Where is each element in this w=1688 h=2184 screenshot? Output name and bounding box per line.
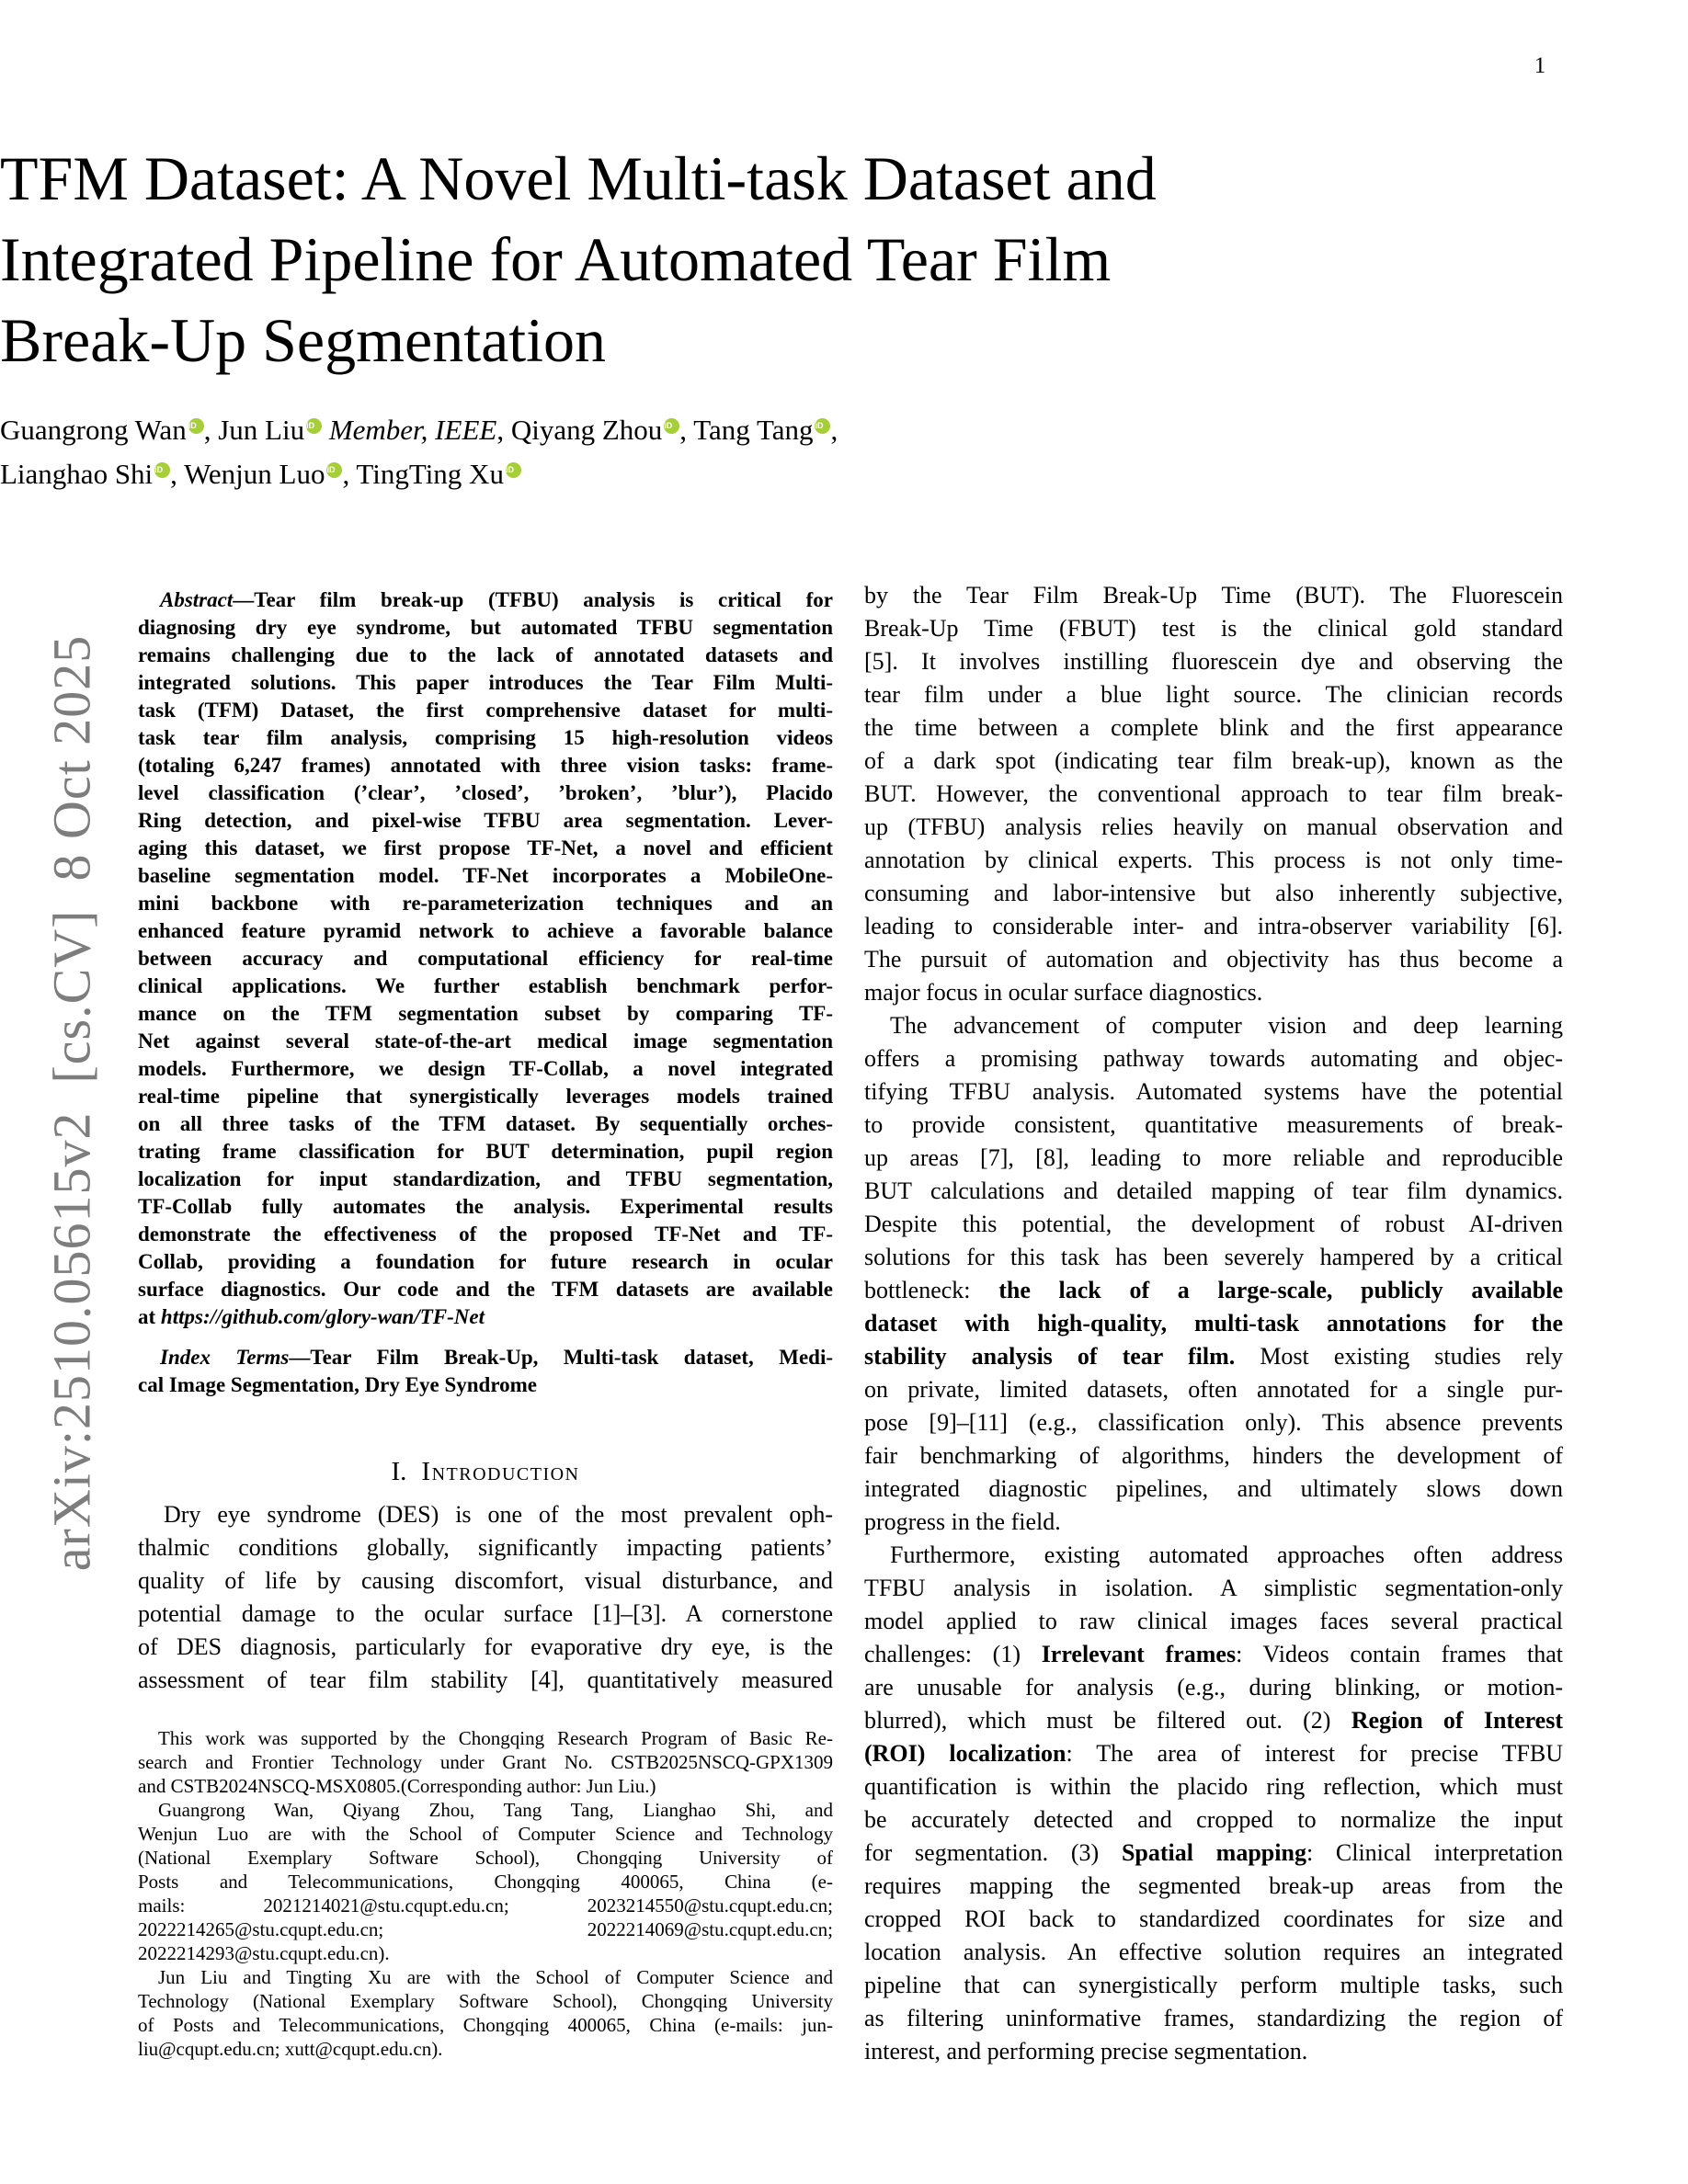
text-line: on private, limited datasets, often annotated for a single pur- [864,1376,1563,1403]
paragraph [138,1726,833,1798]
bold-text: Region of Interest [1351,1707,1563,1734]
text-line [864,1307,1563,1340]
text-line: and CSTB2024NSCQ-MSX0805.(Corresponding author: Jun Liu.) [138,1775,656,1797]
text-line: progress in the field. [864,1508,1061,1535]
text-line: cal Image Segmentation, Dry Eye Syndrome [138,1373,537,1396]
text-line: between accuracy and computational efficiency for real-time [138,947,833,970]
bold-text: stability analysis of tear film. [864,1343,1236,1370]
text-line: Break-Up Time (FBUT) test is the clinical gold standard [864,615,1563,642]
text-line: cropped ROI back to standardized coordinates for size and [864,1905,1563,1932]
text-line: This work was supported by the Chongqing Research Program of Basic Re- [158,1727,833,1749]
right-column-text [864,579,1563,2068]
text-line: Dry eye syndrome (DES) is one of the most prevalent oph- [164,1501,833,1528]
text-line: Posts and Telecommunications, Chongqing 400065, China (e- [138,1871,833,1893]
text-line: (ROI) localization: The area of interest for precise TFBU [864,1740,1563,1767]
bold-text: Spatial mapping [1121,1839,1306,1866]
paragraph [138,586,833,1331]
text-line: Break-Up Segmentation [0,305,607,375]
text-line: enhanced feature pyramid network to achieve a favorable balance [138,919,833,942]
italic-text: Abstract [160,588,234,611]
orcid-icon[interactable] [154,462,170,478]
footnote-section [138,1726,833,2061]
text-line: mance on the TFM segmentation subset by comparing TF- [138,1002,833,1025]
text-line: level classification (’clear’, ’closed’, ’broken’, ’blur’), Placido [138,781,833,804]
text-line: annotation by clinical experts. This process is not only time- [864,847,1563,873]
text-line: assessment of tear film stability [4], quantitatively measured [138,1666,833,1693]
text-line: task tear film analysis, comprising 15 high-resolution videos [138,726,833,749]
italic-text: Index Terms [160,1346,290,1369]
text-line: potential damage to the ocular surface [1]–[3]. A cornerstone [138,1600,833,1627]
text-line: tear film under a blue light source. The clinician records [864,681,1563,708]
text-line: requires mapping the segmented break-up areas from the [864,1872,1563,1899]
text-line: fair benchmarking of algorithms, hinders the development of [864,1442,1563,1469]
text-line: TF-Collab fully automates the analysis. Experimental results [138,1195,833,1218]
text-line: Lianghao Shi iD , Wenjun Luo iD , TingTing XuiD [0,452,1688,496]
text-line: consuming and labor-intensive but also inherently subjective, [864,880,1563,906]
text-line: up areas [7], [8], leading to more reliable and reproducible [864,1144,1563,1171]
section-title: Introduction [421,1457,580,1486]
text-line: quality of life by causing discomfort, visual disturbance, and [138,1567,833,1594]
text-line: Abstract—Tear film break-up (TFBU) analysis is critical for [160,588,833,611]
text-line: models. Furthermore, we design TF-Collab, a novel integrated [138,1057,833,1080]
text-line: Despite this potential, the development of robust AI-driven [864,1211,1563,1237]
text-line: of a dark spot (indicating tear film break-up), known as the [864,747,1563,774]
text-line: The advancement of computer vision and deep learning [890,1012,1563,1039]
text-line: model applied to raw clinical images faces several practical [864,1608,1563,1634]
text-line: blurred), which must be filtered out. (2) Region of Interest [864,1707,1563,1734]
github-link[interactable]: https://github.com/glory-wan/TF-Net [160,1305,485,1328]
text-line: solutions for this task has been severely hampered by a critical [864,1244,1563,1270]
text-line: on all three tasks of the TFM dataset. By sequentially orches- [138,1112,833,1135]
text-line: Technology (National Exemplary Software School), Chongqing University [138,1990,833,2012]
text-line: Wenjun Luo are with the School of Computer Science and Technology [138,1823,833,1845]
text-line: tifying TFBU analysis. Automated systems have the potential [864,1078,1563,1105]
text-line: BUT. However, the conventional approach to tear film break- [864,780,1563,807]
text-line: Net against several state-of-the-art medical image segmentation [138,1029,833,1052]
text-line: as filtering uninformative frames, standardizing the region of [864,2005,1563,2031]
arxiv-stamp: arXiv:2510.05615v2 [cs.CV] 8 Oct 2025 [41,634,102,1572]
text-line: Jun Liu and Tingting Xu are with the School of Computer Science and [158,1966,833,1988]
bold-text: dataset with high-quality, multi-task annotations for the [864,1310,1563,1337]
text-line: TFM Dataset: A Novel Multi-task Dataset and [0,143,1157,213]
paragraph [864,579,1563,1009]
text-line: liu@cqupt.edu.cn; xutt@cqupt.edu.cn). [138,2038,443,2060]
text-line: Guangrong Wan, Qiyang Zhou, Tang Tang, Lianghao Shi, and [158,1799,833,1821]
paragraph [864,1009,1563,1539]
text-line: baseline segmentation model. TF-Net incorporates a MobileOne- [138,864,833,887]
text-line: diagnosing dry eye syndrome, but automated TFBU segmentation [138,616,833,639]
text-line: [5]. It involves instilling fluorescein dye and observing the [864,648,1563,675]
text-line: at https://github.com/glory-wan/TF-Net [138,1305,485,1328]
text-line: up (TFBU) analysis relies heavily on manual observation and [864,813,1563,840]
orcid-icon[interactable] [664,418,679,434]
text-line: be accurately detected and cropped to normalize the input [864,1806,1563,1833]
orcid-icon[interactable] [326,462,342,478]
text-line: challenges: (1) Irrelevant frames: Videos contain frames that [864,1641,1563,1667]
text-line: (totaling 6,247 frames) annotated with three vision tasks: frame- [138,754,833,777]
text-line: The pursuit of automation and objectivity has thus become a [864,946,1563,973]
text-line: integrated diagnostic pipelines, and ultimately slows down [864,1475,1563,1502]
text-line: localization for input standardization, and TFBU segmentation, [138,1167,833,1190]
italic-text: Member, IEEE [328,414,497,446]
text-line: Guangrong Wan iD , Jun Liu iD Member, IEEE, Qiyang Zhou iD , Tang Tang iD , [0,408,1688,452]
text-line: Integrated Pipeline for Automated Tear Film [0,224,1112,294]
text-line: pipeline that can synergistically perform multiple tasks, such [864,1972,1563,1998]
text-line: quantification is within the placido ring reflection, which must [864,1773,1563,1800]
paragraph [138,1965,833,2061]
text-line: leading to considerable inter- and intra-observer variability [6]. [864,913,1563,939]
text-line: Index Terms—Tear Film Break-Up, Multi-task dataset, Medi- [160,1346,833,1369]
text-line: Collab, providing a foundation for future research in ocular [138,1250,833,1273]
orcid-icon[interactable] [506,462,521,478]
text-line: offers a promising pathway towards automating and objec- [864,1045,1563,1072]
text-line: are unusable for analysis (e.g., during blinking, or motion- [864,1674,1563,1701]
text-line: of Posts and Telecommunications, Chongqing 400065, China (e-mails: jun- [138,2014,833,2036]
paper-title [0,138,1688,381]
text-line: mails: 2021214021@stu.cqupt.edu.cn; 2023214550@stu.cqupt.edu.cn; [138,1894,833,1917]
text-line: TFBU analysis in isolation. A simplistic segmentation-only [864,1575,1563,1601]
text-line: location analysis. An effective solution requires an integrated [864,1939,1563,1965]
introduction-text [138,1498,833,1697]
orcid-icon[interactable] [188,418,204,434]
text-line: aging this dataset, we first propose TF-Net, a novel and efficient [138,836,833,859]
text-line: stability analysis of tear film. Most existing studies rely [864,1343,1563,1370]
introduction-heading [138,1456,833,1487]
authors [0,408,1688,496]
text-line: 2022214265@stu.cqupt.edu.cn; 2022214069@stu.cqupt.edu.cn; [138,1918,833,1940]
text-line: clinical applications. We further establish benchmark perfor- [138,974,833,997]
text-line: demonstrate the effectiveness of the proposed TF-Net and TF- [138,1223,833,1246]
text-line: search and Frontier Technology under Grant No. CSTB2025NSCQ-GPX1309 [138,1751,833,1773]
paragraph [138,1798,833,1965]
text-line: trating frame classification for BUT determination, pupil region [138,1140,833,1163]
text-line: by the Tear Film Break-Up Time (BUT). The Fluorescein [864,582,1563,609]
bold-text: the lack of a large-scale, publicly available [998,1277,1564,1303]
text-line: thalmic conditions globally, significantly impacting patients’ [138,1534,833,1561]
section-number: I. [391,1457,407,1486]
index-terms-section [138,1344,833,1399]
paragraph [864,1539,1563,2068]
text-line: to provide consistent, quantitative measurements of break- [864,1111,1563,1138]
orcid-icon[interactable] [306,418,322,434]
text-line: task (TFM) Dataset, the first comprehensive dataset for multi- [138,699,833,722]
text-line: pose [9]–[11] (e.g., classification only). This absence prevents [864,1409,1563,1436]
text-line: (National Exemplary Software School), Chongqing University of [138,1847,833,1869]
orcid-icon[interactable] [815,418,830,434]
text-line: of DES diagnosis, particularly for evaporative dry eye, is the [138,1633,833,1660]
text-line: major focus in ocular surface diagnostics. [864,979,1263,1006]
text-line: surface diagnostics. Our code and the TFM datasets are available [138,1278,833,1301]
text-line: BUT calculations and detailed mapping of tear film dynamics. [864,1177,1563,1204]
text-line: remains challenging due to the lack of annotated datasets and [138,643,833,666]
text-line: Furthermore, existing automated approaches often address [890,1541,1563,1568]
paragraph [138,1498,833,1697]
text-line: interest, and performing precise segmentation. [864,2038,1308,2065]
bold-text: (ROI) localization [864,1740,1066,1767]
text-line: Ring detection, and pixel-wise TFBU area segmentation. Lever- [138,809,833,832]
paragraph [138,1344,833,1399]
bold-text: Irrelevant frames [1041,1641,1237,1667]
text-line: real-time pipeline that synergistically leverages models trained [138,1085,833,1108]
text-line: 2022214293@stu.cqupt.edu.cn). [138,1942,390,1964]
abstract-section [138,586,833,1331]
text-line: the time between a complete blink and the first appearance [864,714,1563,741]
text-line: integrated solutions. This paper introduces the Tear Film Multi- [138,671,833,694]
page-number: 1 [1534,53,1546,78]
text-line: bottleneck: the lack of a large-scale, publicly available [864,1277,1564,1303]
text-line: mini backbone with re-parameterization techniques and an [138,892,833,915]
text-line: for segmentation. (3) Spatial mapping: Clinical interpretation [864,1839,1563,1866]
